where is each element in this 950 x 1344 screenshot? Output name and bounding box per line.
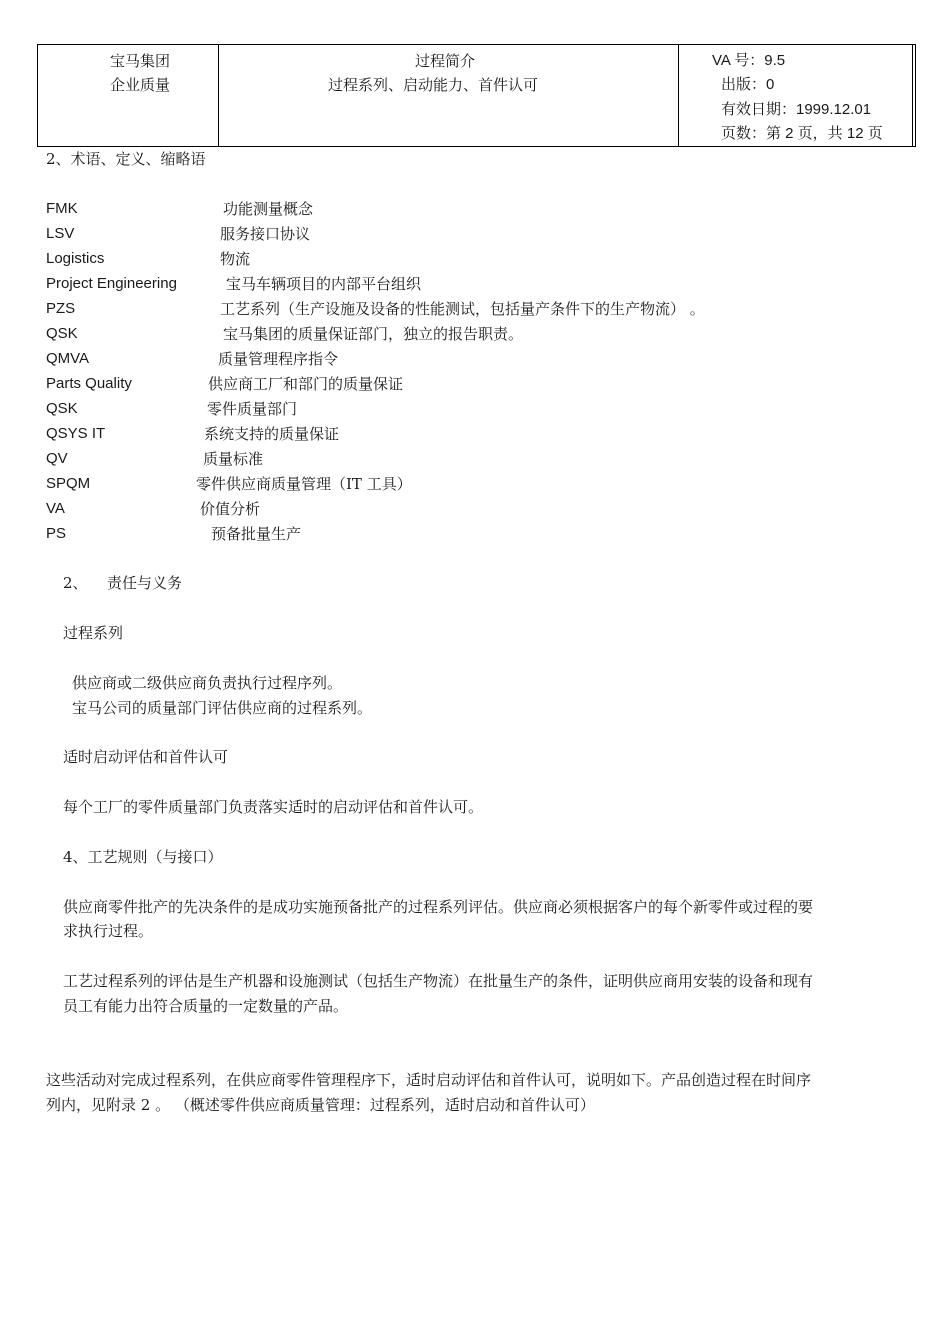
glossary-definition: 价值分析 xyxy=(200,500,261,518)
glossary-definition: 系统支持的质量保证 xyxy=(204,425,340,443)
section-title-terms: 2、术语、定义、缩略语 xyxy=(46,150,206,168)
glossary-definition: 功能测量概念 xyxy=(223,200,314,218)
document-header-table xyxy=(37,44,916,147)
paragraph-line: 每个工厂的零件质量部门负责落实适时的启动评估和首件认可。 xyxy=(63,798,484,816)
glossary-term: LSV xyxy=(46,225,75,242)
subsection-title-launch-evaluation: 适时启动评估和首件认可 xyxy=(63,748,229,766)
paragraph-line: 供应商或二级供应商负责执行过程序列。 xyxy=(72,674,343,692)
glossary-definition: 服务接口协议 xyxy=(220,225,311,243)
paragraph-line: 列内，见附录 2 。 （概述零件供应商质量管理：过程系列，适时启动和首件认可） xyxy=(46,1096,595,1114)
paragraph-line: 求执行过程。 xyxy=(63,922,154,940)
header-cell-metadata xyxy=(679,45,915,146)
paragraph-line: 宝马公司的质量部门评估供应商的过程系列。 xyxy=(72,699,373,717)
glossary-term: Project Engineering xyxy=(46,275,177,292)
header-title: 过程简介 xyxy=(415,52,476,70)
glossary-term: FMK xyxy=(46,200,78,217)
glossary-definition: 工艺系列（生产设施及设备的性能测试，包括量产条件下的生产物流） 。 xyxy=(220,300,705,318)
glossary-definition: 宝马集团的质量保证部门，独立的报告职责。 xyxy=(223,325,524,343)
header-cell-organization xyxy=(38,45,219,146)
glossary-definition: 质量标准 xyxy=(203,450,264,468)
header-va-number: VA 号：9.5 xyxy=(712,52,786,69)
glossary-definition: 供应商工厂和部门的质量保证 xyxy=(208,375,404,393)
glossary-definition: 预备批量生产 xyxy=(211,525,302,543)
glossary-term: SPQM xyxy=(46,475,91,492)
paragraph-line: 工艺过程系列的评估是生产机器和设施测试（包括生产物流）在批量生产的条件，证明供应商用安装的设备和现有 xyxy=(63,972,814,990)
paragraph-line: 员工有能力出符合质量的一定数量的产品。 xyxy=(63,997,349,1015)
header-effective-date: 有效日期：1999.12.01 xyxy=(721,101,872,118)
header-cell-title xyxy=(219,45,679,146)
header-edition: 出版：0 xyxy=(721,76,775,93)
paragraph-line: 这些活动对完成过程系列，在供应商零件管理程序下，适时启动评估和首件认可，说明如下。产品创造过程在时间序 xyxy=(46,1071,812,1089)
header-org-dept: 企业质量 xyxy=(110,76,171,94)
header-org-name: 宝马集团 xyxy=(110,52,171,70)
glossary-term: QSYS IT xyxy=(46,425,106,442)
glossary-term: PZS xyxy=(46,300,76,317)
glossary-term: VA xyxy=(46,500,65,517)
glossary-definition: 物流 xyxy=(220,250,251,268)
section-title-process-rules: 4、工艺规则（与接口） xyxy=(63,848,223,866)
glossary-definition: 宝马车辆项目的内部平台组织 xyxy=(226,275,422,293)
glossary-term: Logistics xyxy=(46,250,105,267)
section-title-responsibilities: 责任与义务 xyxy=(107,574,183,592)
glossary-definition: 零件质量部门 xyxy=(207,400,298,418)
glossary-term: QSK xyxy=(46,325,78,342)
glossary-definition: 零件供应商质量管理（IT 工具） xyxy=(196,475,412,493)
glossary-term: PS xyxy=(46,525,67,542)
paragraph-line: 供应商零件批产的先决条件的是成功实施预备批产的过程系列评估。供应商必须根据客户的每个新零件或过程的要 xyxy=(63,898,814,916)
glossary-term: QMVA xyxy=(46,350,90,367)
glossary-term: QSK xyxy=(46,400,78,417)
header-subtitle: 过程系列、启动能力、首件认可 xyxy=(328,76,539,94)
subsection-title-process-series: 过程系列 xyxy=(63,624,124,642)
header-page-count: 页数：第 2 页，共 12 页 xyxy=(721,125,883,142)
glossary-term: Parts Quality xyxy=(46,375,132,392)
section-number-responsibilities: 2、 xyxy=(63,574,88,592)
glossary-definition: 质量管理程序指令 xyxy=(218,350,339,368)
glossary-term: QV xyxy=(46,450,68,467)
